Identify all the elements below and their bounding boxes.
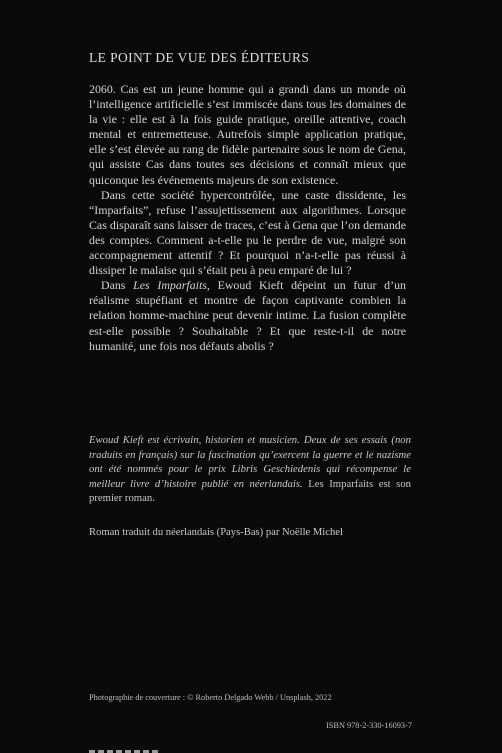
author-bio-italic: Ewoud Kieft est écrivain, historien et musicien. Deux de ses essais (non traduits en français) sur la fascination qu’exercent la guerre et le nazisme ont été nommés pour le prix Libris Geschiedenis qui récompense le meilleur livre d’histoire publié en néerlandais.	[89, 434, 411, 490]
synopsis-paragraph-3	[89, 278, 406, 353]
synopsis-paragraph-2: Dans cette société hypercontrôlée, une caste dissidente, les “Imparfaits”, refuse l’assujettissement aux algorithmes. Lorsque Cas disparaît sans laisser de traces, c’est à Gena que l’on demande des comptes. Comment a-t-elle pu le perdre de vue, malgré son accompagnement attentif ? Et pourquoi n’a-t-elle pas réussi à dissiper le malaise qui s’était peu à peu emparé de lui ?	[89, 187, 406, 278]
author-bio-roman: Les Imparfaits est son premier roman.	[89, 477, 412, 505]
synopsis-paragraph-1: 2060. Cas est un jeune homme qui a grandi dans un monde où l’intelligence artificielle s’est immiscée dans tous les domaines de la vie : elle est à la fois guide pratique, oreille attentive, coach mental et entremetteuse. Autrefois simple application pratique, elle s’est élevée au rang de fidèle partenaire sous le nom de Gena, qui assiste Cas dans toutes ses décisions et connaît mieux que quiconque les événements majeurs de son existence.	[89, 82, 406, 187]
translator-credit: Roman traduit du néerlandais (Pays-Bas) par Noëlle Michel	[89, 527, 343, 538]
synopsis	[89, 82, 406, 354]
synopsis-p3-rest: , Ewoud Kieft dépeint un futur d’un réalisme stupéfiant et montre de façon captivante combien la relation homme-machine peut devenir intime. La fusion complète est-elle possible ? Souhaitable ? Et que reste-t-il de notre humanité, une fois nos défauts abolis ?	[89, 278, 406, 353]
author-bio	[89, 433, 411, 506]
synopsis-p3-lead: Dans	[101, 278, 134, 293]
cover-photo-credit: Photographie de couverture : © Roberto Delgado Webb / Unsplash, 2022	[89, 693, 332, 702]
section-heading: LE POINT DE VUE DES ÉDITEURS	[89, 50, 310, 65]
book-title-italic: Les Imparfaits	[133, 278, 207, 293]
isbn-number: ISBN 978-2-330-16093-7	[326, 721, 412, 730]
cropped-bottom-edge	[89, 747, 159, 753]
